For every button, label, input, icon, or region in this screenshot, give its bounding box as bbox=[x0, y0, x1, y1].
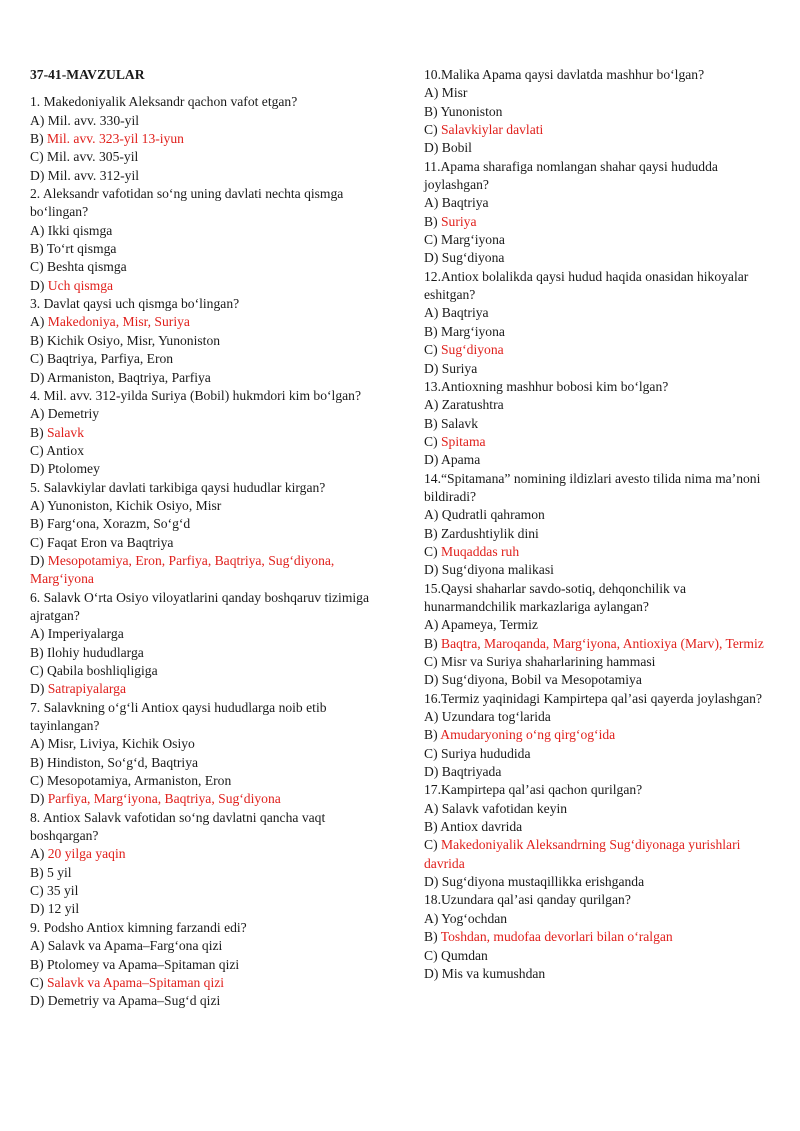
option-text: Marg‘iyona bbox=[441, 323, 505, 339]
option-letter: C) bbox=[30, 259, 47, 275]
correct-answer-text: Parfiya, Marg‘iyona, Baqtriya, Sug‘diyona bbox=[47, 791, 281, 807]
correct-answer-text: Amudaryoning o‘ng qirg‘og‘ida bbox=[440, 727, 616, 743]
option-letter: B) bbox=[30, 956, 47, 972]
answer-option bbox=[424, 194, 780, 212]
option-text: Sug‘diyona mustaqillikka erishganda bbox=[441, 874, 645, 890]
option-letter: D) bbox=[424, 764, 442, 780]
option-letter: C) bbox=[30, 974, 47, 990]
option-letter: B) bbox=[424, 929, 441, 945]
option-letter: C) bbox=[30, 773, 47, 789]
question-label: 12.Antiox bolalikda qaysi hudud haqida onasidan hikoyalar eshitgan? bbox=[424, 268, 749, 303]
option-text: Baqtriya bbox=[441, 305, 489, 321]
answer-option bbox=[424, 139, 780, 157]
option-letter: A) bbox=[424, 617, 441, 633]
answer-option bbox=[30, 882, 370, 900]
option-text: Kichik Osiyo, Misr, Yunoniston bbox=[47, 332, 221, 348]
question-label: 11.Apama sharafiga nomlangan shahar qaysi hududda joylashgan? bbox=[424, 158, 718, 193]
question-label: 13.Antioxning mashhur bobosi kim bo‘lgan? bbox=[424, 378, 669, 394]
answer-option bbox=[424, 800, 780, 818]
option-text: To‘rt qismga bbox=[46, 241, 117, 257]
answer-option bbox=[424, 121, 780, 139]
answer-option bbox=[30, 130, 370, 148]
question-label: 5. Salavkiylar davlati tarkibiga qaysi hududlar kirgan? bbox=[30, 479, 326, 495]
option-letter: D) bbox=[424, 250, 442, 266]
answer-option bbox=[30, 497, 370, 515]
option-text: Baqtriya bbox=[441, 195, 489, 211]
option-letter: C) bbox=[424, 122, 441, 138]
answer-option bbox=[30, 258, 370, 276]
correct-answer-text: 20 yilga yaqin bbox=[47, 846, 126, 862]
option-letter: C) bbox=[424, 837, 441, 853]
option-letter: B) bbox=[30, 241, 47, 257]
option-letter: A) bbox=[30, 314, 48, 330]
option-text: Baqtriyada bbox=[441, 764, 502, 780]
option-text: Farg‘ona, Xorazm, So‘g‘d bbox=[47, 516, 191, 532]
option-letter: C) bbox=[30, 149, 47, 165]
option-text: Zaratushtra bbox=[441, 397, 504, 413]
option-letter: A) bbox=[424, 709, 442, 725]
option-letter: D) bbox=[30, 901, 48, 917]
option-letter: B) bbox=[424, 103, 441, 119]
answer-option bbox=[30, 864, 370, 882]
answer-option bbox=[424, 763, 780, 781]
correct-answer-text: Salavk va Apama–Spitaman qizi bbox=[47, 974, 225, 990]
option-text: Qumdan bbox=[441, 947, 488, 963]
answer-option bbox=[30, 937, 370, 955]
option-letter: C) bbox=[30, 534, 47, 550]
option-letter: A) bbox=[424, 397, 442, 413]
option-letter: D) bbox=[30, 791, 48, 807]
option-letter: B) bbox=[30, 424, 47, 440]
answer-option bbox=[424, 745, 780, 763]
question-text bbox=[424, 690, 780, 708]
question-label: 8. Antiox Salavk vafotidan so‘ng davlatni qancha vaqt boshqargan? bbox=[30, 809, 326, 844]
option-letter: A) bbox=[30, 846, 48, 862]
option-text: Yunoniston bbox=[440, 103, 503, 119]
answer-option bbox=[30, 350, 370, 368]
option-letter: C) bbox=[424, 745, 441, 761]
option-letter: B) bbox=[424, 415, 441, 431]
option-letter: C) bbox=[424, 433, 441, 449]
option-letter: C) bbox=[424, 543, 441, 559]
option-text: Mis va kumushdan bbox=[441, 965, 546, 981]
answer-option bbox=[424, 928, 780, 946]
option-letter: A) bbox=[424, 800, 442, 816]
correct-answer-text: Baqtra, Maroqanda, Marg‘iyona, Antioxiya (Marv), Termiz bbox=[441, 635, 764, 651]
option-letter: C) bbox=[30, 351, 47, 367]
question-label: 18.Uzundara qal’asi qanday qurilgan? bbox=[424, 892, 631, 908]
option-text: Yog‘ochdan bbox=[441, 910, 508, 926]
correct-answer-text: Toshdan, mudofaa devorlari bilan o‘ralgan bbox=[440, 929, 673, 945]
question-label: 4. Mil. avv. 312-yilda Suriya (Bobil) hukmdori kim bo‘lgan? bbox=[30, 387, 361, 403]
answer-option bbox=[424, 506, 780, 524]
option-letter: D) bbox=[424, 874, 442, 890]
option-letter: A) bbox=[424, 910, 442, 926]
right-question-list bbox=[424, 66, 780, 983]
question-text bbox=[424, 781, 780, 799]
option-text: Suriya bbox=[441, 360, 478, 376]
option-letter: B) bbox=[30, 332, 47, 348]
answer-option bbox=[30, 405, 370, 423]
question-text bbox=[424, 378, 780, 396]
answer-option bbox=[30, 974, 370, 992]
option-text: Salavk vafotidan keyin bbox=[441, 800, 568, 816]
question-text bbox=[30, 387, 370, 405]
option-letter: A) bbox=[424, 85, 442, 101]
option-letter: D) bbox=[30, 681, 48, 697]
option-letter: D) bbox=[424, 140, 442, 156]
answer-option bbox=[30, 662, 370, 680]
option-letter: B) bbox=[424, 213, 441, 229]
answer-option bbox=[30, 845, 370, 863]
answer-option bbox=[30, 772, 370, 790]
option-text: Mesopotamiya, Armaniston, Eron bbox=[47, 773, 232, 789]
answer-option bbox=[424, 249, 780, 267]
question-text bbox=[424, 580, 780, 617]
option-letter: A) bbox=[30, 736, 48, 752]
question-label: 16.Termiz yaqinidagi Kampirtepa qal’asi qayerda joylashgan? bbox=[424, 690, 763, 706]
correct-answer-text: Salavk bbox=[47, 424, 84, 440]
answer-option bbox=[424, 84, 780, 102]
option-text: Uzundara tog‘larida bbox=[441, 709, 551, 725]
question-label: 3. Davlat qaysi uch qismga bo‘lingan? bbox=[30, 296, 240, 312]
answer-option bbox=[424, 708, 780, 726]
option-text: Mil. avv. 305-yil bbox=[47, 149, 139, 165]
answer-option bbox=[30, 240, 370, 258]
option-text: Sug‘diyona bbox=[441, 250, 505, 266]
option-text: Antiox davrida bbox=[440, 819, 523, 835]
correct-answer-text: Uch qismga bbox=[47, 277, 114, 293]
option-text: Salavk va Apama–Farg‘ona qizi bbox=[47, 938, 223, 954]
option-text: Zardushtiylik dini bbox=[441, 525, 539, 541]
option-text: Ptolomey bbox=[47, 461, 100, 477]
option-text: Bobil bbox=[441, 140, 472, 156]
option-text: Salavk bbox=[441, 415, 478, 431]
left-question-list bbox=[30, 93, 370, 1010]
question-label: 10.Malika Apama qaysi davlatda mashhur bo‘lgan? bbox=[424, 67, 705, 82]
answer-option bbox=[30, 754, 370, 772]
option-text: Imperiyalarga bbox=[47, 626, 124, 642]
answer-option bbox=[30, 644, 370, 662]
answer-option bbox=[30, 369, 370, 387]
option-letter: D) bbox=[424, 562, 442, 578]
option-text: Qudratli qahramon bbox=[441, 507, 545, 523]
question-text bbox=[424, 66, 780, 84]
option-text: Sug‘diyona malikasi bbox=[441, 562, 554, 578]
question-label: 14.“Spitamana” nomining ildizlari avesto tilida nima ma’noni bildiradi? bbox=[424, 470, 761, 504]
option-text: Ptolomey va Apama–Spitaman qizi bbox=[47, 956, 240, 972]
answer-option bbox=[424, 415, 780, 433]
correct-answer-text: Spitama bbox=[441, 433, 486, 449]
correct-answer-text: Mil. avv. 323-yil 13-iyun bbox=[47, 131, 184, 147]
answer-option bbox=[424, 341, 780, 359]
option-letter: B) bbox=[30, 131, 47, 147]
option-letter: C) bbox=[424, 342, 441, 358]
option-letter: D) bbox=[424, 360, 442, 376]
answer-option bbox=[30, 735, 370, 753]
question-text bbox=[30, 93, 370, 111]
answer-option bbox=[424, 726, 780, 744]
option-letter: B) bbox=[424, 819, 441, 835]
option-letter: A) bbox=[30, 112, 48, 128]
answer-option bbox=[424, 213, 780, 231]
option-text: 35 yil bbox=[47, 883, 79, 899]
option-letter: C) bbox=[30, 663, 47, 678]
answer-option bbox=[424, 671, 780, 689]
answer-option bbox=[30, 460, 370, 478]
option-letter: A) bbox=[30, 222, 48, 238]
option-text: 12 yil bbox=[47, 901, 80, 917]
answer-option bbox=[424, 965, 780, 983]
answer-option bbox=[30, 956, 370, 974]
option-letter: B) bbox=[30, 516, 47, 532]
answer-option bbox=[30, 222, 370, 240]
question-label: 2. Aleksandr vafotidan so‘ng uning davlati nechta qismga bo‘lingan? bbox=[30, 186, 344, 220]
option-text: Sug‘diyona, Bobil va Mesopotamiya bbox=[441, 672, 642, 688]
answer-option bbox=[30, 442, 370, 460]
answer-option bbox=[424, 451, 780, 469]
option-letter: C) bbox=[30, 442, 47, 458]
correct-answer-text: Satrapiyalarga bbox=[47, 681, 127, 697]
correct-answer-text: Makedoniyalik Aleksandrning Sug‘diyonaga yurishlari davrida bbox=[424, 837, 741, 871]
answer-option bbox=[30, 167, 370, 185]
question-text bbox=[424, 470, 780, 507]
question-text bbox=[30, 919, 370, 937]
option-letter: B) bbox=[424, 635, 441, 651]
question-label: 15.Qaysi shaharlar savdo-sotiq, dehqonchilik va hunarmandchilik markazlariga aylangan? bbox=[424, 580, 686, 614]
answer-option bbox=[30, 552, 370, 589]
option-text: Suriya hududida bbox=[441, 745, 531, 761]
option-text: Hindiston, So‘g‘d, Baqtriya bbox=[47, 754, 199, 770]
option-text: Misr, Liviya, Kichik Osiyo bbox=[47, 736, 195, 752]
option-letter: C) bbox=[424, 232, 441, 248]
answer-option bbox=[424, 360, 780, 378]
question-text bbox=[30, 185, 370, 222]
option-text: Ilohiy hududlarga bbox=[47, 644, 144, 660]
answer-option bbox=[424, 304, 780, 322]
option-letter: A) bbox=[30, 497, 48, 513]
option-letter: D) bbox=[30, 461, 48, 477]
option-text: Beshta qismga bbox=[47, 259, 127, 275]
answer-option bbox=[30, 534, 370, 552]
correct-answer-text: Makedoniya, Misr, Suriya bbox=[47, 314, 190, 330]
correct-answer-text: Sug‘diyona bbox=[441, 342, 504, 358]
option-letter: A) bbox=[30, 938, 48, 954]
answer-option bbox=[424, 525, 780, 543]
question-text bbox=[30, 479, 370, 497]
option-letter: A) bbox=[424, 195, 442, 211]
question-text bbox=[30, 589, 370, 626]
question-text bbox=[424, 158, 780, 195]
option-letter: D) bbox=[424, 452, 441, 468]
answer-option bbox=[30, 515, 370, 533]
correct-answer-text: Suriya bbox=[441, 213, 477, 229]
option-text: Demetriy va Apama–Sug‘d qizi bbox=[47, 993, 221, 1009]
option-letter: A) bbox=[30, 626, 48, 642]
answer-option bbox=[30, 112, 370, 130]
option-text: Antiox bbox=[46, 442, 85, 458]
question-text bbox=[30, 295, 370, 313]
option-letter: D) bbox=[30, 167, 48, 183]
option-text: Qabila boshliqligiga bbox=[47, 663, 158, 678]
option-text: Mil. avv. 312-yil bbox=[47, 167, 139, 183]
option-letter: D) bbox=[30, 277, 48, 293]
option-text: Marg‘iyona bbox=[441, 232, 505, 248]
option-text: Apama bbox=[441, 452, 481, 468]
question-text bbox=[30, 699, 370, 736]
option-text: Yunoniston, Kichik Osiyo, Misr bbox=[47, 497, 222, 513]
answer-option bbox=[30, 313, 370, 331]
question-label: 1. Makedoniyalik Aleksandr qachon vafot etgan? bbox=[30, 94, 298, 110]
page-title: 37-41-MAVZULAR bbox=[30, 67, 145, 82]
option-text: Apameya, Termiz bbox=[441, 617, 538, 633]
answer-option bbox=[424, 836, 780, 873]
right-column bbox=[424, 66, 780, 983]
correct-answer-text: Salavkiylar davlati bbox=[441, 122, 544, 138]
answer-option bbox=[424, 543, 780, 561]
answer-option bbox=[30, 992, 370, 1010]
option-text: Baqtriya, Parfiya, Eron bbox=[47, 351, 174, 367]
option-letter: A) bbox=[424, 305, 442, 321]
option-text: Misr va Suriya shaharlarining hammasi bbox=[441, 654, 656, 669]
left-column bbox=[30, 66, 370, 1011]
answer-option bbox=[424, 818, 780, 836]
answer-option bbox=[424, 231, 780, 249]
answer-option bbox=[424, 635, 780, 653]
option-letter: D) bbox=[30, 993, 48, 1009]
answer-option bbox=[30, 625, 370, 643]
option-text: Faqat Eron va Baqtriya bbox=[47, 534, 174, 550]
question-label: 17.Kampirtepa qal’asi qachon qurilgan? bbox=[424, 782, 643, 798]
option-letter: D) bbox=[424, 672, 442, 688]
question-label: 7. Salavkning o‘g‘li Antiox qaysi hududlarga noib etib tayinlangan? bbox=[30, 699, 327, 734]
answer-option bbox=[424, 561, 780, 579]
answer-option bbox=[30, 900, 370, 918]
answer-option bbox=[424, 653, 780, 671]
answer-option bbox=[30, 790, 370, 808]
answer-option bbox=[30, 680, 370, 698]
correct-answer-text: Mesopotamiya, Eron, Parfiya, Baqtriya, Sug‘diyona, Marg‘iyona bbox=[30, 552, 335, 587]
option-letter: C) bbox=[424, 654, 441, 669]
option-text: Mil. avv. 330-yil bbox=[47, 112, 139, 128]
option-text: 5 yil bbox=[47, 864, 72, 880]
answer-option bbox=[424, 103, 780, 121]
option-letter: C) bbox=[30, 883, 47, 899]
question-text bbox=[30, 809, 370, 846]
option-text: Ikki qismga bbox=[47, 222, 113, 238]
answer-option bbox=[424, 910, 780, 928]
option-letter: B) bbox=[424, 323, 441, 339]
answer-option bbox=[424, 947, 780, 965]
answer-option bbox=[424, 433, 780, 451]
option-letter: A) bbox=[424, 507, 442, 523]
question-label: 6. Salavk O‘rta Osiyo viloyatlarini qanday boshqaruv tizimiga ajratgan? bbox=[30, 589, 370, 623]
answer-option bbox=[424, 323, 780, 341]
option-text: Misr bbox=[441, 85, 468, 101]
answer-option bbox=[424, 873, 780, 891]
option-letter: A) bbox=[30, 406, 48, 422]
option-letter: B) bbox=[30, 754, 47, 770]
answer-option bbox=[30, 277, 370, 295]
question-text bbox=[424, 268, 780, 305]
option-letter: D) bbox=[30, 552, 48, 568]
option-text: Armaniston, Baqtriya, Parfiya bbox=[47, 369, 211, 385]
option-text: Demetriy bbox=[47, 406, 100, 422]
option-letter: B) bbox=[30, 864, 47, 880]
option-letter: B) bbox=[424, 525, 441, 541]
correct-answer-text: Muqaddas ruh bbox=[441, 543, 520, 559]
answer-option bbox=[30, 148, 370, 166]
answer-option bbox=[424, 396, 780, 414]
question-label: 9. Podsho Antiox kimning farzandi edi? bbox=[30, 919, 247, 935]
answer-option bbox=[424, 616, 780, 634]
option-letter: D) bbox=[424, 965, 442, 981]
option-letter: B) bbox=[30, 644, 47, 660]
answer-option bbox=[30, 332, 370, 350]
option-letter: D) bbox=[30, 369, 47, 385]
option-letter: B) bbox=[424, 727, 441, 743]
question-text bbox=[424, 891, 780, 909]
option-letter: C) bbox=[424, 947, 441, 963]
answer-option bbox=[30, 424, 370, 442]
